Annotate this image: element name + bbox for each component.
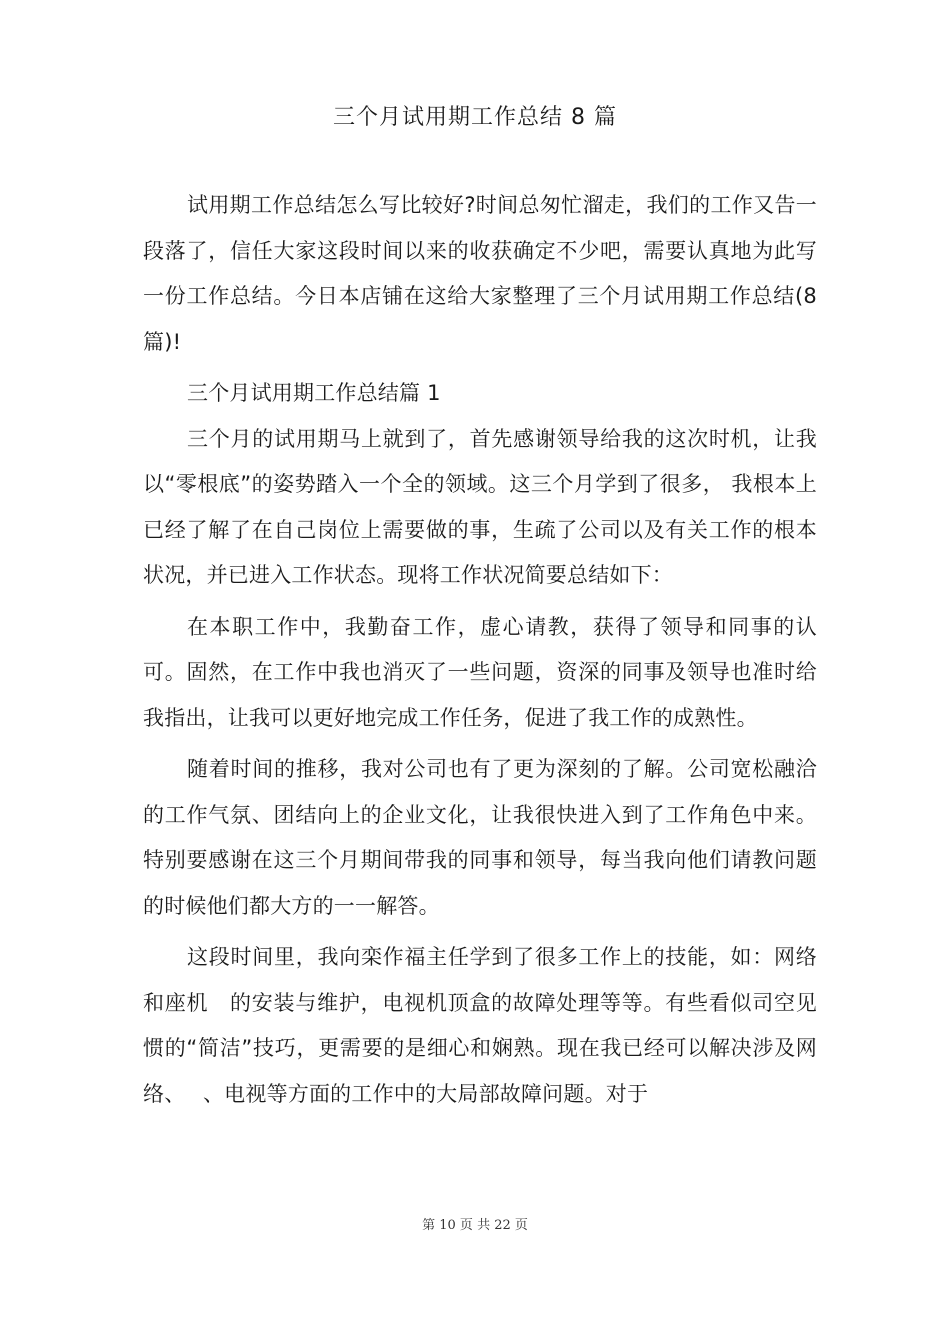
paragraph: 这段时间里，我向栾作福主任学到了很多工作上的技能，如：网络和座机 的安装与维护，电视机顶盒的故障处理等等。有些看似司空见惯的“简洁”技巧，更需要的是细心和娴熟。现在我已经可以解决涉及网络、 、电视等方面的工作中的大局部故障问题。对于	[143, 945, 817, 1106]
paragraph: 三个月的试用期马上就到了，首先感谢领导给我的这次时机，让我以“零根底”的姿势踏入一个全的领域。这三个月学到了很多， 我根本上已经了解了在自己岗位上需要做的事，生疏了公司以及有关工作的根本状况，并已进入工作状态。现将工作状况简要总结如下：	[143, 426, 817, 587]
paragraph: 随着时间的推移，我对公司也有了更为深刻的了解。公司宽松融洽的工作气氛、团结向上的企业文化，让我很快进入到了工作角色中来。特别要感谢在这三个月期间带我的同事和领导，每当我向他们请教问题的时候他们都大方的一一解答。	[143, 757, 817, 918]
document-title: 三个月试用期工作总结 8 篇	[333, 105, 617, 130]
document-body	[143, 183, 817, 1123]
paragraph: 在本职工作中，我勤奋工作，虚心请教，获得了领导和同事的认可。固然，在工作中我也消灭了一些问题，资深的同事及领导也准时给我指出，让我可以更好地完成工作任务，促进了我工作的成熟性。	[143, 614, 817, 730]
paragraph-intro: 试用期工作总结怎么写比较好?时间总匆忙溜走，我们的工作又告一段落了，信任大家这段时间以来的收获确定不少吧，需要认真地为此写一份工作总结。今日本店铺在这给大家整理了三个月试用期工作总结(8 篇)!	[143, 193, 817, 354]
page-number-footer: 第 10 页 共 22 页	[422, 1218, 528, 1233]
section-heading: 三个月试用期工作总结篇 1	[187, 381, 441, 405]
